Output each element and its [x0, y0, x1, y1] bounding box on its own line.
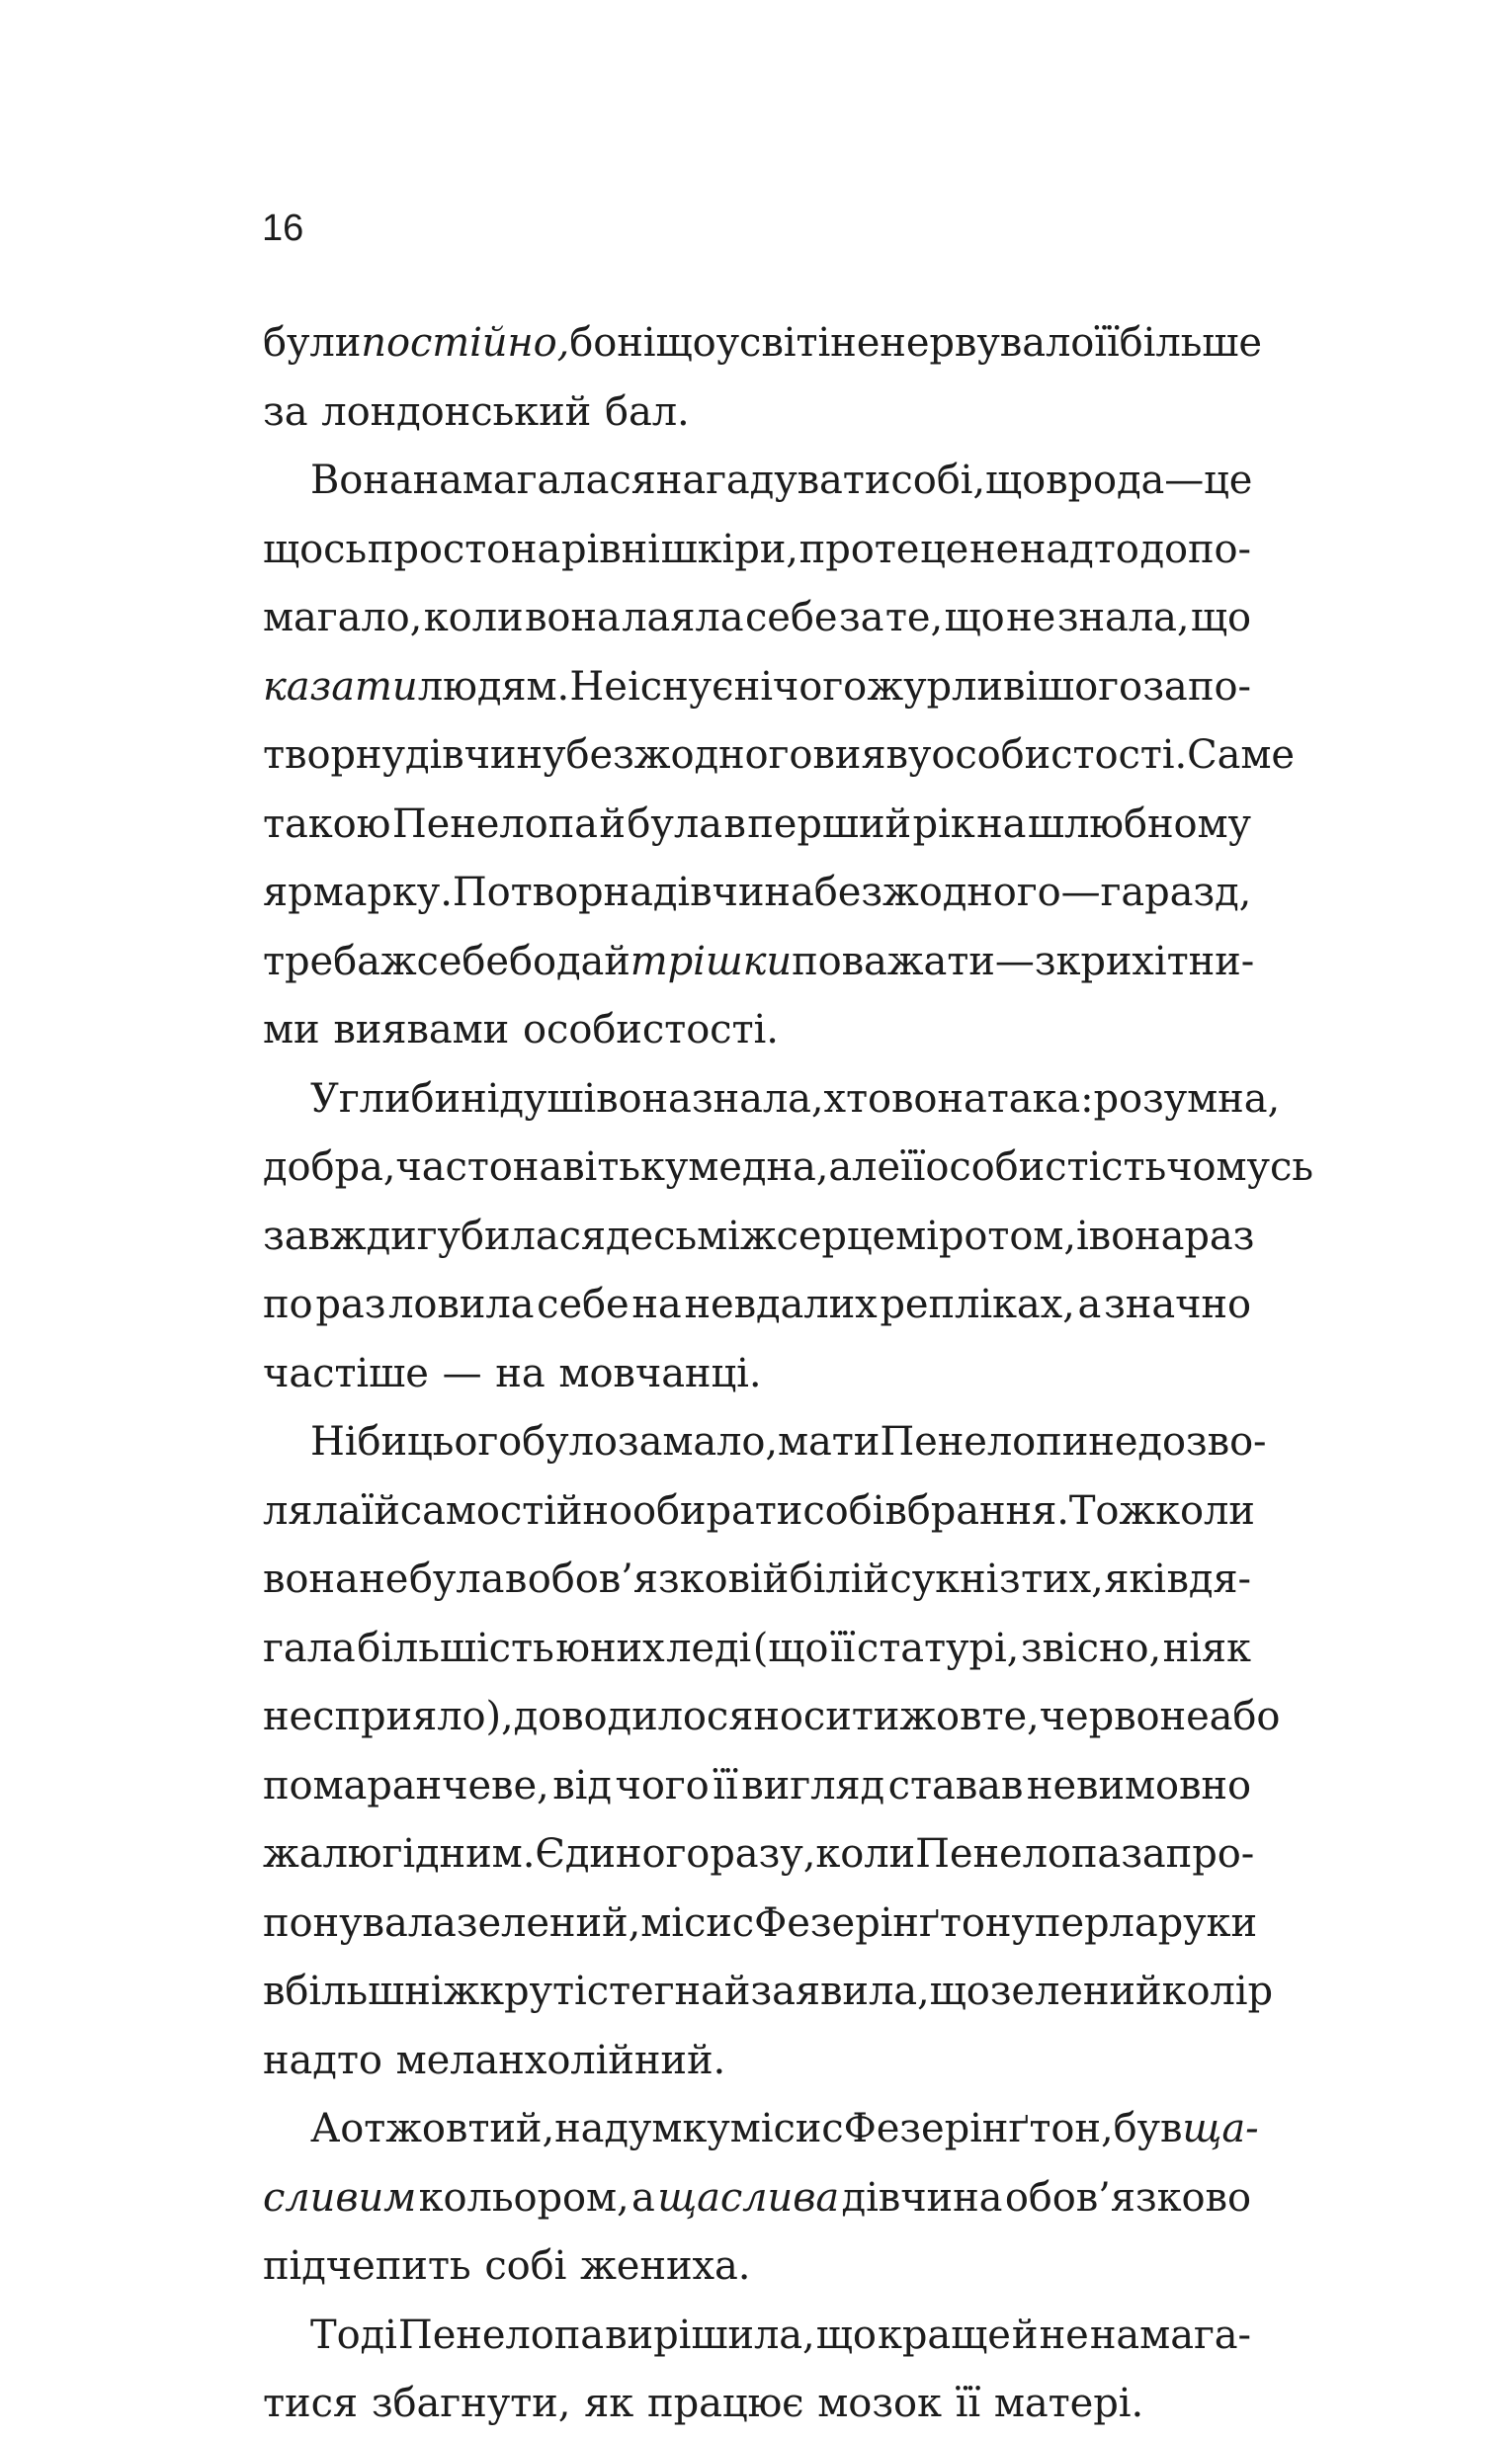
- word: крихітни-: [1055, 938, 1255, 984]
- word: в: [504, 1556, 528, 1602]
- word: від: [552, 1762, 612, 1808]
- text-line: [263, 1271, 1251, 1340]
- word: не: [969, 526, 1020, 572]
- text-line: [263, 378, 1251, 448]
- word: лаяла: [622, 595, 744, 640]
- word: репліках,: [880, 1282, 1075, 1327]
- word: не: [830, 320, 881, 366]
- word: за: [1142, 663, 1188, 710]
- text-line: [263, 1203, 1255, 1272]
- word: без: [565, 732, 634, 778]
- word: по-: [1187, 663, 1251, 710]
- word: не: [359, 1556, 409, 1602]
- word: ж: [379, 938, 417, 984]
- word: Саме: [1187, 732, 1295, 778]
- word: вигляд: [741, 1762, 885, 1808]
- word: бо: [569, 320, 618, 366]
- page-number: 16: [262, 208, 304, 249]
- word: її: [713, 1762, 738, 1808]
- text-line: [263, 859, 1251, 928]
- word: на: [554, 2106, 605, 2151]
- word: творну: [263, 732, 405, 778]
- italic-word: сливим: [263, 2174, 417, 2221]
- word: вона: [891, 1075, 987, 1122]
- word: Фезерінґтон: [754, 1899, 1012, 1946]
- text-line: [263, 791, 1251, 860]
- word: нагадувати: [655, 458, 891, 503]
- word: особистості.: [931, 732, 1188, 778]
- word: шлюбному: [1027, 800, 1251, 847]
- text-line: [263, 996, 1251, 1065]
- word: Єдиного: [535, 1831, 711, 1877]
- word: хто: [823, 1075, 891, 1122]
- word: руки: [1157, 1899, 1258, 1946]
- word: помаранчеве,: [263, 1762, 549, 1808]
- word: червоне: [1039, 1694, 1210, 1739]
- text-line: [263, 1615, 1251, 1684]
- word: допо-: [1139, 526, 1251, 572]
- word: обов’язковій: [527, 1556, 790, 1602]
- word: більш: [285, 1969, 405, 2014]
- word: дівчина: [652, 870, 814, 915]
- word: проте: [798, 526, 920, 572]
- text-line: [263, 653, 1251, 722]
- word: нервувало: [880, 320, 1095, 366]
- word: білій: [789, 1556, 889, 1602]
- word: у: [715, 320, 740, 366]
- word: але: [828, 1144, 900, 1190]
- word: себе: [416, 938, 509, 984]
- word: запро-: [1121, 1831, 1255, 1877]
- text-line: [263, 1477, 1255, 1547]
- word: знала,: [691, 1075, 824, 1122]
- word: колір: [1161, 1969, 1273, 2014]
- word: думку: [604, 2106, 730, 2151]
- word: поважати: [792, 938, 995, 984]
- word: частіше — на мовчанці.: [263, 1350, 762, 1396]
- word: була: [627, 800, 722, 847]
- word: ловила: [388, 1282, 535, 1327]
- word: коли: [815, 1831, 916, 1877]
- word: надто: [1019, 526, 1139, 572]
- word: перший: [747, 800, 912, 847]
- word: самостійно: [399, 1487, 632, 1534]
- word: були: [263, 320, 362, 366]
- word: без: [813, 870, 883, 915]
- word: разу,: [710, 1831, 816, 1877]
- word: обирати: [631, 1487, 803, 1534]
- word: сприяло),: [312, 1694, 514, 1739]
- text-line: [263, 1683, 1281, 1752]
- word: між: [697, 1213, 777, 1259]
- word: вона: [525, 595, 621, 640]
- word: навіть: [512, 1144, 640, 1190]
- word: себе: [744, 595, 838, 640]
- word: стегна: [586, 1969, 724, 2014]
- word: ми виявами особистості.: [263, 1007, 779, 1052]
- word: рівні: [560, 526, 660, 572]
- word: Потворна: [452, 870, 653, 915]
- word: в: [263, 1969, 286, 2014]
- word: те,: [884, 595, 944, 640]
- word: що: [929, 1969, 990, 2014]
- word: це: [1204, 458, 1253, 503]
- word: круті: [479, 1969, 587, 2014]
- word: гала: [263, 1625, 356, 1671]
- word: жовтий,: [385, 2106, 555, 2151]
- word: звісно,: [1020, 1625, 1162, 1671]
- word: не: [1088, 1419, 1138, 1465]
- text-line: [263, 1546, 1251, 1615]
- word: місис: [729, 2106, 844, 2151]
- word: глибині: [338, 1075, 500, 1122]
- word: ярмарку.: [263, 870, 453, 915]
- word: серцем: [776, 1213, 927, 1259]
- word: особистість: [925, 1144, 1167, 1190]
- word: кумедна,: [639, 1144, 829, 1190]
- word: статурі,: [856, 1625, 1020, 1671]
- word: не: [1006, 595, 1056, 640]
- word: Ніби: [310, 1419, 408, 1465]
- word: і: [1075, 1213, 1089, 1259]
- word: існує: [628, 663, 734, 710]
- word: заявила,: [750, 1969, 930, 2014]
- text-line: [263, 2370, 1251, 2439]
- word: У: [310, 1075, 339, 1122]
- text-line: [263, 2232, 1251, 2302]
- word: й: [723, 1969, 751, 2014]
- italic-word: ща-: [1182, 2106, 1259, 2151]
- word: що: [944, 595, 1005, 640]
- word: понувала: [263, 1899, 457, 1946]
- word: гаразд,: [1100, 870, 1252, 915]
- word: чого: [615, 1762, 710, 1808]
- word: на: [510, 526, 561, 572]
- word: й: [1011, 2312, 1039, 2358]
- word: в: [723, 800, 746, 847]
- word: місис: [640, 1899, 755, 1946]
- text-line: [263, 2095, 1259, 2164]
- italic-word: казати: [263, 663, 418, 710]
- word: жовте,: [899, 1694, 1040, 1739]
- word: більшість: [357, 1625, 554, 1671]
- italic-word: трішки: [630, 938, 793, 984]
- word: раз: [1184, 1213, 1255, 1259]
- word: юних: [555, 1625, 665, 1671]
- word: —: [994, 938, 1035, 984]
- word: дівчину: [404, 732, 566, 778]
- word: не: [1039, 2312, 1089, 2358]
- word: а: [631, 2174, 655, 2221]
- word: от: [340, 2106, 386, 2151]
- word: що: [984, 458, 1047, 503]
- word: Не: [569, 663, 628, 710]
- word: знала,: [1056, 595, 1190, 640]
- word: вона: [1088, 1213, 1185, 1259]
- word: дозво-: [1137, 1419, 1267, 1465]
- word: Тож: [1068, 1487, 1156, 1534]
- word: на: [976, 800, 1027, 847]
- word: собі: [802, 1487, 885, 1534]
- word: Пенелопа: [397, 2312, 605, 2358]
- word: за: [838, 595, 884, 640]
- word: обов’язково: [1004, 2174, 1251, 2221]
- word: людям.: [417, 663, 570, 710]
- word: тися збагнути, як працює мозок її матері.: [263, 2381, 1144, 2426]
- word: світі: [739, 320, 831, 366]
- word: бодай: [508, 938, 630, 984]
- word: вона: [596, 1075, 692, 1122]
- word: ніж: [404, 1969, 480, 2014]
- italic-word: постійно,: [361, 320, 570, 366]
- word: була: [408, 1556, 505, 1602]
- word: надто меланхолійний.: [263, 2037, 726, 2083]
- word: це: [920, 526, 969, 572]
- word: магало,: [263, 595, 423, 640]
- word: —: [1164, 458, 1205, 503]
- word: вияву: [812, 732, 932, 778]
- word: кольором,: [418, 2174, 630, 2221]
- word: що: [1190, 595, 1251, 640]
- word: Фезерінґтон,: [843, 2106, 1114, 2151]
- word: по: [263, 1282, 313, 1327]
- word: краще: [877, 2312, 1011, 2358]
- word: мати: [778, 1419, 881, 1465]
- text-line: [263, 2164, 1251, 2233]
- word: вбрання.: [884, 1487, 1069, 1534]
- word: з: [1034, 938, 1056, 984]
- word: коли: [423, 595, 524, 640]
- word: просто: [367, 526, 511, 572]
- word: ротом,: [938, 1213, 1076, 1259]
- word: або: [1209, 1694, 1281, 1739]
- word: тих,: [1021, 1556, 1104, 1602]
- word: вдя-: [1166, 1556, 1251, 1602]
- word: замало,: [617, 1419, 779, 1465]
- word: раз: [315, 1282, 386, 1327]
- text-line: [263, 1134, 1313, 1203]
- text-line: [263, 2302, 1251, 2371]
- word: невдалих: [684, 1282, 878, 1327]
- word: намага-: [1089, 2312, 1251, 2358]
- word: зелений,: [456, 1899, 641, 1946]
- word: і: [926, 1213, 939, 1259]
- word: Вона: [310, 458, 413, 503]
- word: що: [815, 2312, 877, 2358]
- word: зелений: [989, 1969, 1162, 2014]
- word: шкіри,: [660, 526, 798, 572]
- word: губилася: [416, 1213, 607, 1259]
- word: їй: [361, 1487, 400, 1534]
- word: часто: [395, 1144, 513, 1190]
- text-line: [263, 1065, 1281, 1135]
- text-line: [263, 1408, 1267, 1477]
- book-text: [263, 309, 1313, 2439]
- word: які: [1104, 1556, 1166, 1602]
- word: нічого: [733, 663, 868, 710]
- word: чомусь: [1166, 1144, 1313, 1190]
- word: сукні: [889, 1556, 999, 1602]
- word: себе: [537, 1282, 630, 1327]
- word: носити: [753, 1694, 900, 1739]
- word: коли: [1155, 1487, 1255, 1534]
- word: значно: [1104, 1282, 1251, 1327]
- word: цього: [407, 1419, 523, 1465]
- word: розумна,: [1093, 1075, 1281, 1122]
- word: було: [522, 1419, 618, 1465]
- word: не: [263, 1694, 313, 1739]
- word: леді: [666, 1625, 752, 1671]
- word: Пенелопи: [880, 1419, 1089, 1465]
- word: жодного: [882, 870, 1061, 915]
- word: врода: [1046, 458, 1165, 503]
- word: Тоді: [310, 2312, 397, 2358]
- word: ляла: [263, 1487, 362, 1534]
- text-line: [263, 1958, 1273, 2027]
- text-line: [263, 447, 1251, 516]
- word: за лондонський бал.: [263, 388, 690, 435]
- word: вирішила,: [605, 2312, 815, 2358]
- word: її: [899, 1144, 926, 1190]
- word: ніяк: [1162, 1625, 1251, 1671]
- word: Пенелопа: [391, 800, 598, 847]
- word: журливішого: [867, 663, 1142, 710]
- word: А: [310, 2106, 341, 2151]
- word: більше: [1119, 320, 1262, 366]
- word: на: [631, 1282, 682, 1327]
- word: з: [998, 1556, 1021, 1602]
- word: намагалася: [412, 458, 656, 503]
- word: невимовно: [1026, 1762, 1251, 1808]
- word: а: [1077, 1282, 1102, 1327]
- word: жодного: [633, 732, 813, 778]
- word: ніщо: [617, 320, 716, 366]
- word: треба: [263, 938, 380, 984]
- word: дівчина: [841, 2174, 1003, 2221]
- word: добра,: [263, 1144, 396, 1190]
- text-line: [263, 1340, 1251, 1409]
- text-line: [263, 516, 1251, 585]
- text-line: [263, 1820, 1255, 1890]
- text-line: [263, 721, 1295, 791]
- word: її: [1094, 320, 1120, 366]
- italic-word: щаслива: [657, 2174, 840, 2221]
- word: вона: [263, 1556, 359, 1602]
- text-line: [263, 928, 1255, 997]
- word: така:: [986, 1075, 1094, 1122]
- word: десь: [606, 1213, 698, 1259]
- word: уперла: [1011, 1899, 1158, 1946]
- word: був: [1113, 2106, 1183, 2151]
- word: душі: [499, 1075, 597, 1122]
- text-line: [263, 1752, 1251, 1821]
- word: й: [599, 800, 626, 847]
- text-line: [263, 1890, 1258, 1959]
- word: рік: [912, 800, 975, 847]
- text-line: [263, 2027, 1251, 2096]
- text-line: [263, 584, 1251, 653]
- word: її: [829, 1625, 856, 1671]
- word: (що: [752, 1625, 829, 1671]
- word: —: [1060, 870, 1101, 915]
- word: жалюгідним.: [263, 1831, 536, 1877]
- word: собі,: [890, 458, 985, 503]
- word: Пенелопа: [915, 1831, 1122, 1877]
- word: щось: [263, 526, 368, 572]
- word: такою: [263, 800, 391, 847]
- word: завжди: [263, 1213, 417, 1259]
- word: підчепить собі жениха.: [263, 2243, 751, 2289]
- word: доводилося: [513, 1694, 754, 1739]
- word: ставав: [887, 1762, 1024, 1808]
- text-line: [263, 309, 1262, 378]
